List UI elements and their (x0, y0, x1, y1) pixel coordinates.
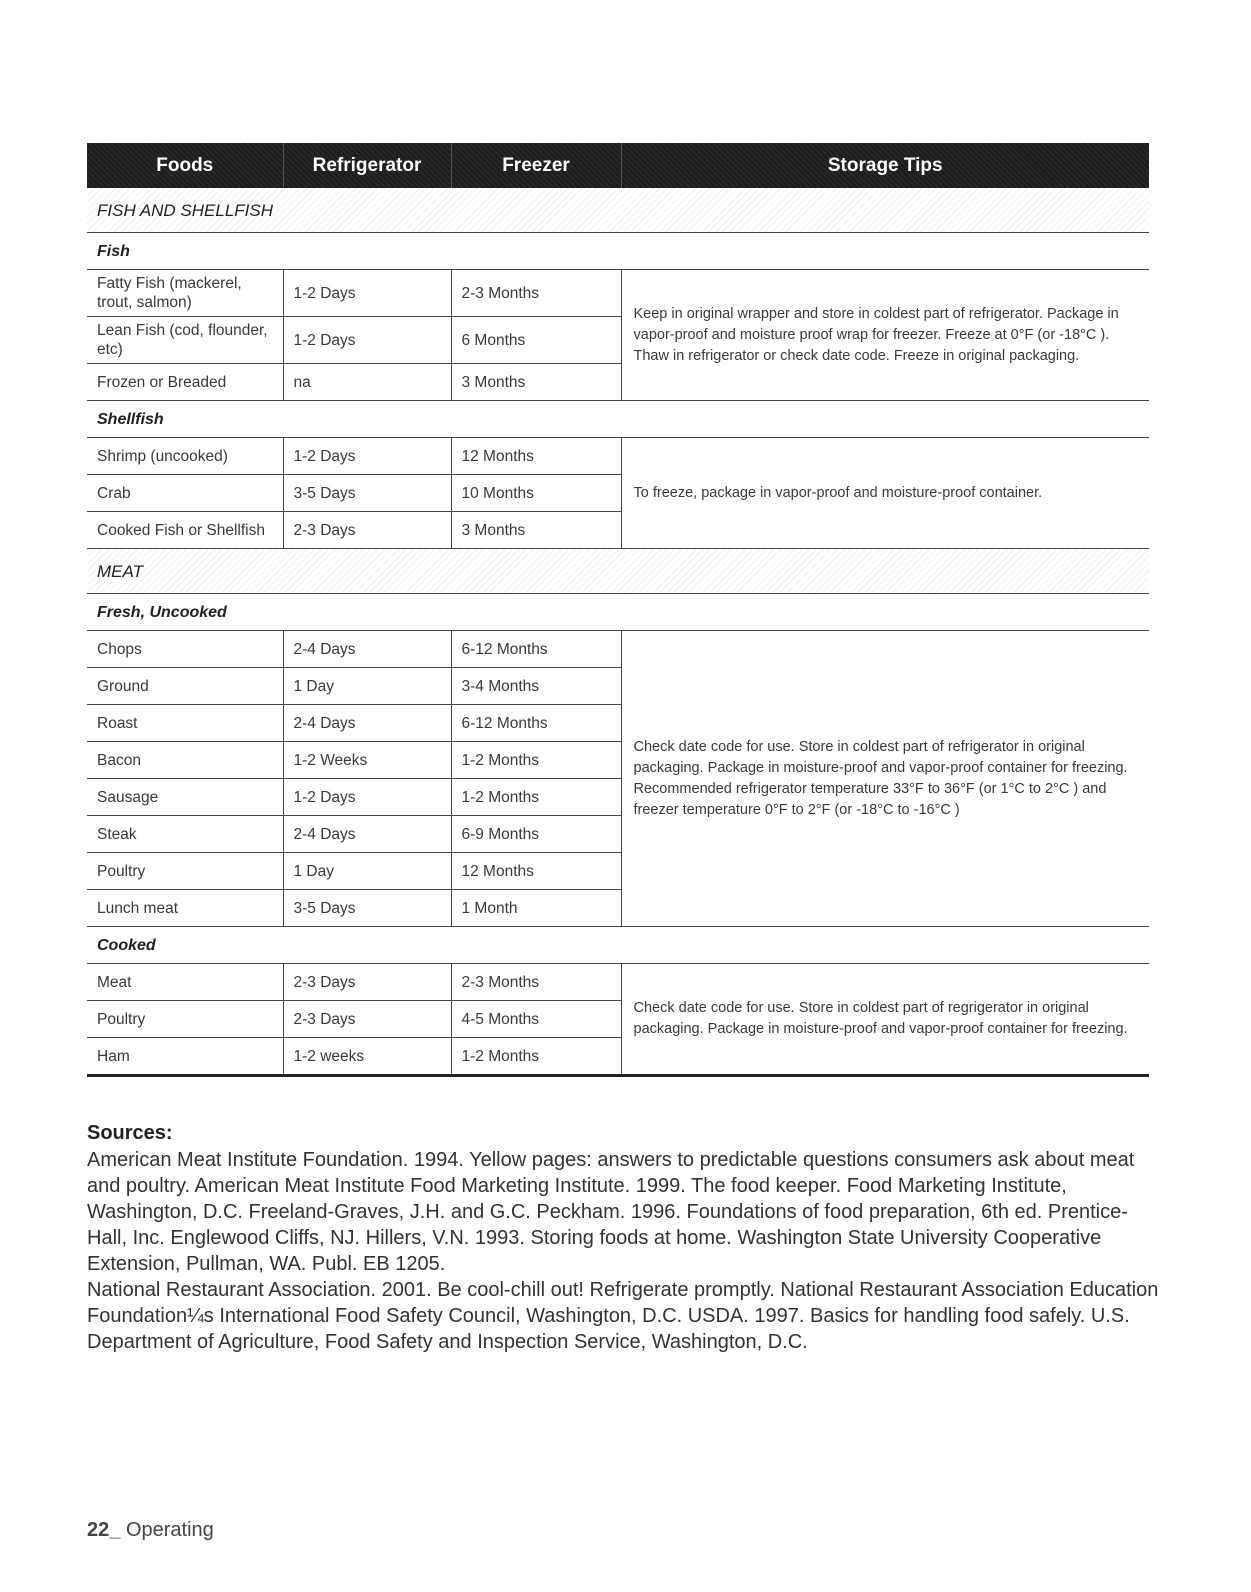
food-cell: Frozen or Breaded (87, 364, 283, 401)
food-cell: Fatty Fish (mackerel, trout, salmon) (87, 270, 283, 317)
refrigerator-cell: 1-2 Days (283, 779, 451, 816)
subsection-row-fresh-uncooked (87, 594, 1149, 631)
food-storage-table-wrap (87, 143, 1149, 1077)
sources-heading: Sources: (87, 1122, 173, 1144)
freezer-cell: 6-9 Months (451, 816, 621, 853)
freezer-cell: 3 Months (451, 364, 621, 401)
section-title: MEAT (87, 549, 1149, 594)
freezer-cell: 1-2 Months (451, 779, 621, 816)
refrigerator-cell: 1-2 Days (283, 270, 451, 317)
table-row (87, 438, 1149, 475)
sources-block (87, 1122, 1167, 1355)
food-cell: Crab (87, 475, 283, 512)
food-cell: Shrimp (uncooked) (87, 438, 283, 475)
subsection-title: Shellfish (87, 401, 1149, 438)
freezer-cell: 6-12 Months (451, 705, 621, 742)
freezer-cell: 2-3 Months (451, 270, 621, 317)
refrigerator-cell: 1-2 Days (283, 317, 451, 364)
subsection-title: Fish (87, 233, 1149, 270)
subsection-row-cooked (87, 927, 1149, 964)
freezer-cell: 6 Months (451, 317, 621, 364)
food-cell: Chops (87, 631, 283, 668)
freezer-cell: 12 Months (451, 438, 621, 475)
food-cell: Poultry (87, 1001, 283, 1038)
subsection-row-shellfish (87, 401, 1149, 438)
food-cell: Sausage (87, 779, 283, 816)
table-row (87, 964, 1149, 1001)
section-row-meat (87, 549, 1149, 594)
refrigerator-cell: 1 Day (283, 668, 451, 705)
table-row (87, 270, 1149, 317)
refrigerator-cell: 1-2 Weeks (283, 742, 451, 779)
refrigerator-cell: 2-4 Days (283, 705, 451, 742)
freezer-cell: 12 Months (451, 853, 621, 890)
refrigerator-cell: na (283, 364, 451, 401)
subsection-title: Cooked (87, 927, 1149, 964)
refrigerator-cell: 2-3 Days (283, 1001, 451, 1038)
refrigerator-cell: 2-4 Days (283, 816, 451, 853)
page-number: 22_ (87, 1519, 121, 1541)
food-cell: Bacon (87, 742, 283, 779)
refrigerator-cell: 1-2 weeks (283, 1038, 451, 1076)
food-cell: Poultry (87, 853, 283, 890)
refrigerator-cell: 1 Day (283, 853, 451, 890)
food-cell: Cooked Fish or Shellfish (87, 512, 283, 549)
header-foods: Foods (87, 143, 283, 188)
refrigerator-cell: 3-5 Days (283, 890, 451, 927)
section-name: Operating (125, 1519, 214, 1541)
food-storage-table (87, 143, 1149, 1077)
header-storage-tips: Storage Tips (621, 143, 1149, 188)
storage-tip-cell: To freeze, package in vapor-proof and moisture-proof container. (621, 438, 1149, 549)
refrigerator-cell: 2-4 Days (283, 631, 451, 668)
header-refrigerator: Refrigerator (283, 143, 451, 188)
freezer-cell: 3 Months (451, 512, 621, 549)
food-cell: Lunch meat (87, 890, 283, 927)
food-cell: Meat (87, 964, 283, 1001)
refrigerator-cell: 2-3 Days (283, 964, 451, 1001)
freezer-cell: 4-5 Months (451, 1001, 621, 1038)
storage-tip-cell: Check date code for use. Store in coldest part of refrigerator in original packaging. Package in moisture-proof and vapor-proof container for freezing. Recommended refrigerator temperature 33°F to 36°F (or 1°C to 2°C ) and freezer temperature 0°F to 2°F (or -18°C to -16°C ) (621, 631, 1149, 927)
food-cell: Ham (87, 1038, 283, 1076)
sources-paragraph: American Meat Institute Foundation. 1994. Yellow pages: answers to predictable questions consumers ask about meat and poultry. American Meat Institute Food Marketing Institute. 1999. The food keeper. Food Marketing Institute, Washington, D.C. Freeland-Graves, J.H. and G.C. Peckham. 1996. Foundations of food preparation, 6th ed. Prentice-Hall, Inc. Englewood Cliffs, NJ. Hillers, V.N. 1993. Storing foods at home. Washington State University Cooperative Extension, Pullman, WA. Publ. EB 1205. (87, 1149, 1135, 1275)
freezer-cell: 1-2 Months (451, 1038, 621, 1076)
freezer-cell: 6-12 Months (451, 631, 621, 668)
subsection-row-fish (87, 233, 1149, 270)
table-header-row (87, 143, 1149, 188)
food-cell: Ground (87, 668, 283, 705)
freezer-cell: 2-3 Months (451, 964, 621, 1001)
table-row (87, 631, 1149, 668)
refrigerator-cell: 2-3 Days (283, 512, 451, 549)
header-freezer: Freezer (451, 143, 621, 188)
food-cell: Roast (87, 705, 283, 742)
subsection-title: Fresh, Uncooked (87, 594, 1149, 631)
section-row-fish-and-shellfish (87, 188, 1149, 233)
freezer-cell: 3-4 Months (451, 668, 621, 705)
storage-tip-cell: Check date code for use. Store in coldest part of regrigerator in original packaging. Package in moisture-proof and vapor-proof container for freezing. (621, 964, 1149, 1076)
sources-paragraph: National Restaurant Association. 2001. Be cool-chill out! Refrigerate promptly. National Restaurant Association Education Foundation¼s International Food Safety Council, Washington, D.C. USDA. 1997. Basics for handling food safely. U.S. Department of Agriculture, Food Safety and Inspection Service, Washington, D.C. (87, 1279, 1159, 1353)
food-cell: Lean Fish (cod, flounder, etc) (87, 317, 283, 364)
refrigerator-cell: 1-2 Days (283, 438, 451, 475)
freezer-cell: 1 Month (451, 890, 621, 927)
freezer-cell: 10 Months (451, 475, 621, 512)
freezer-cell: 1-2 Months (451, 742, 621, 779)
food-cell: Steak (87, 816, 283, 853)
page-footer (87, 1519, 214, 1542)
storage-tip-cell: Keep in original wrapper and store in coldest part of refrigerator. Package in vapor-proof and moisture proof wrap for freezer. Freeze at 0°F (or -18°C ). Thaw in refrigerator or check date code. Freeze in original packaging. (621, 270, 1149, 401)
section-title: FISH AND SHELLFISH (87, 188, 1149, 233)
refrigerator-cell: 3-5 Days (283, 475, 451, 512)
